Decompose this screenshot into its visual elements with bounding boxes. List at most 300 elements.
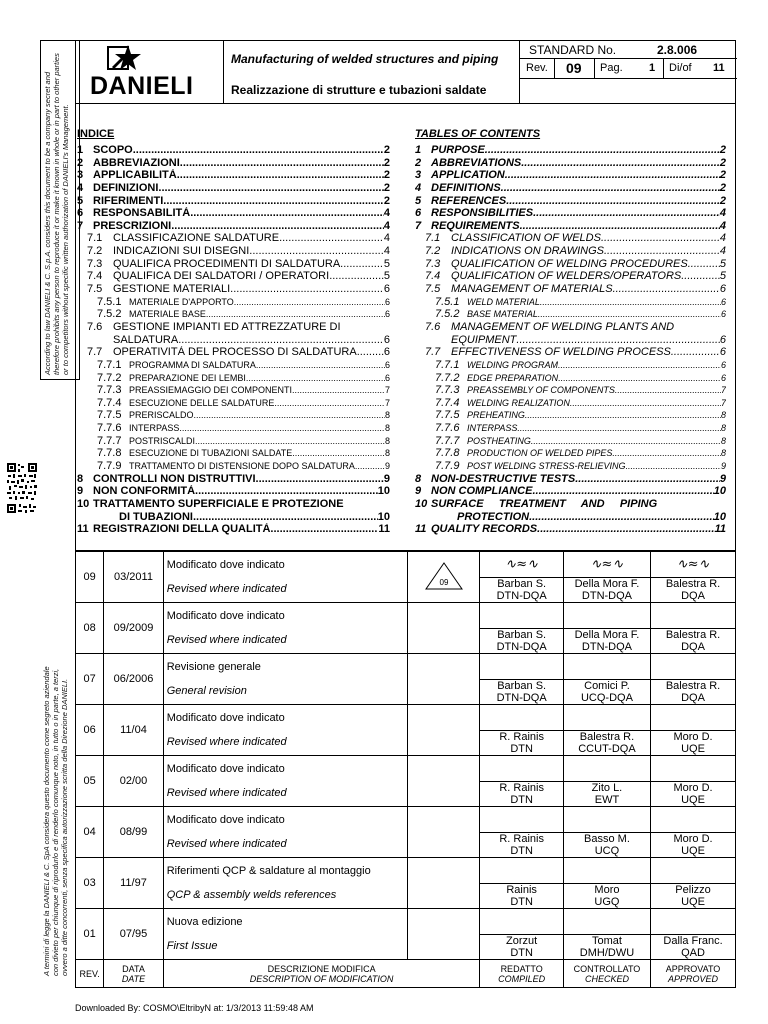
signature-compiled	[480, 756, 563, 782]
toc-leader	[249, 245, 384, 258]
toc-entry-number: 11	[77, 523, 89, 536]
toc-leader	[292, 447, 385, 460]
description-italian: Revisione generale	[166, 661, 261, 673]
toc-entry-page: 6	[719, 346, 726, 359]
toc-entry-page: 2	[383, 194, 390, 207]
toc-entry-title: PRERISCALDO	[129, 410, 194, 421]
toc-entry-page: 2	[383, 181, 390, 194]
rev-value: 09	[566, 60, 582, 76]
toc-leader	[340, 258, 384, 271]
toc-entry	[415, 308, 726, 321]
signature-compiled	[480, 858, 563, 884]
signatory-name: R. Rainis	[499, 731, 544, 743]
toc-entry-title: QUALIFICATION OF WELDERS/OPERATORS	[451, 270, 682, 283]
toc-entry-page: 6	[719, 283, 726, 296]
signatory-checked	[563, 935, 650, 960]
toc-leader	[485, 144, 720, 157]
toc-entry-title: INDICAZIONI SUI DISEGNI	[113, 245, 250, 258]
toc-entry-page: 6	[384, 372, 390, 383]
description-english: Revised where indicated	[166, 838, 287, 850]
toc-leader	[681, 270, 720, 283]
toc-entry	[415, 182, 726, 195]
toc-entry-title: PREPARAZIONE DEI LEMBI	[129, 372, 246, 383]
toc-leader	[133, 144, 384, 157]
revision-description	[163, 807, 407, 858]
toc-entry	[415, 157, 726, 170]
toc-entry-number: 4	[415, 181, 422, 194]
toc-entry	[415, 245, 726, 258]
document-header	[75, 40, 736, 104]
toc-entry-page: 11	[714, 523, 726, 536]
revision-date: 11/04	[104, 705, 163, 756]
toc-entry-number: 1	[415, 144, 422, 156]
toc-entry	[77, 422, 390, 435]
toc-leader	[537, 523, 714, 536]
toc-entry-number: 7.5.1	[97, 295, 122, 308]
revision-date: 11/97	[104, 858, 163, 909]
toc-entry-title: DEFINIZIONI	[93, 181, 159, 194]
toc-leader	[558, 372, 721, 385]
signatory-approved	[651, 680, 736, 705]
signatory-approved	[651, 578, 736, 603]
signatory-name: Moro D.	[673, 782, 713, 794]
signatory-dept: UQE	[681, 743, 705, 755]
logo-wordmark: DANIELI	[90, 72, 194, 100]
signature-compiled	[480, 654, 563, 680]
toc-entry	[77, 511, 390, 524]
toc-entry	[415, 334, 726, 347]
toc-entry	[415, 409, 726, 422]
toc-entry	[77, 296, 390, 309]
toc-entry-title: REFERENCES	[431, 194, 507, 207]
toc-leader	[601, 232, 720, 245]
toc-entry	[77, 308, 390, 321]
footer-checked-it: CONTROLLATO	[573, 963, 641, 974]
revision-description	[163, 756, 407, 807]
revision-description	[163, 603, 407, 654]
toc-entry	[415, 511, 726, 524]
toc-entry-title: POST WELDING STRESS-RELIEVING	[467, 461, 626, 472]
toc-entry-page: 7	[720, 385, 726, 396]
toc-leader	[194, 409, 385, 422]
toc-entry	[77, 169, 390, 182]
toc-entry-number: 8	[77, 472, 84, 485]
toc-leader	[671, 346, 720, 359]
description-italian: Modificato dove indicato	[166, 559, 285, 571]
toc-entry	[77, 435, 390, 448]
toc-entry-page: 2	[719, 144, 726, 156]
toc-entry	[77, 258, 390, 271]
toc-entry-number: 7	[415, 219, 422, 232]
signatory-dept: DTN	[510, 794, 533, 806]
toc-entry-title: GESTIONE IMPIANTI ED ATTREZZATURE DI	[113, 320, 341, 333]
revision-marker	[408, 552, 480, 603]
signature-checked	[563, 756, 650, 782]
toc-entry-page: 6	[719, 333, 726, 346]
toc-entry-title: BASE MATERIAL	[467, 309, 538, 320]
toc-entry-page: 4	[719, 207, 726, 220]
qr-code-icon	[6, 462, 38, 514]
toc-entry-title: POSTHEATING	[467, 435, 531, 446]
toc-leader	[516, 334, 719, 347]
toc-leader	[355, 460, 385, 473]
signatory-compiled	[480, 629, 563, 654]
revision-number: 01	[76, 909, 104, 960]
standard-number: 2.8.006	[657, 43, 698, 57]
toc-leader	[540, 296, 721, 309]
toc-leader	[274, 397, 385, 410]
toc-entry	[415, 372, 726, 385]
footer-date-it: DATA	[122, 963, 145, 974]
toc-entry-title: SALDATURA	[113, 333, 179, 346]
toc-entry-page: 6	[384, 309, 390, 320]
toc-entry	[415, 270, 726, 283]
signatory-name: Zito L.	[591, 782, 623, 794]
signatory-dept: EWT	[594, 794, 620, 806]
footer-approved	[651, 960, 736, 988]
toc-entry-page: 2	[719, 169, 726, 182]
revision-marker	[408, 603, 480, 654]
toc-entry-number: 7.5	[425, 283, 441, 296]
signature-checked	[563, 552, 650, 578]
toc-leader	[256, 359, 385, 372]
footer-date-en: DATE	[121, 973, 146, 984]
toc-entry-number: 3	[415, 169, 422, 182]
revision-description	[163, 909, 407, 960]
revision-row	[76, 705, 736, 731]
toc-leader	[532, 485, 713, 498]
toc-entry-page: 4	[383, 232, 390, 245]
toc-entry-title: PREASSIEMAGGIO DEI COMPONENTI	[129, 385, 293, 396]
toc-entry-title: EDGE PREPARATION	[467, 372, 559, 383]
revision-triangle-icon	[424, 561, 464, 591]
signatory-checked	[563, 629, 650, 654]
toc-leader	[506, 195, 720, 208]
revision-mark-label: 09	[439, 577, 449, 587]
revision-date: 09/2009	[104, 603, 163, 654]
signatory-approved	[651, 884, 736, 909]
page-of-label: Di/of	[669, 62, 692, 74]
toc-entry	[77, 460, 390, 473]
revision-row	[76, 552, 736, 578]
toc-entry	[77, 270, 390, 283]
signature-approved	[651, 603, 736, 629]
toc-leader	[626, 460, 721, 473]
signatory-compiled	[480, 884, 563, 909]
toc-entry-title: NON CONFORMITÀ	[93, 485, 196, 498]
toc-entry-page: 8	[720, 423, 726, 434]
footer-approved-it: APPROVATO	[665, 963, 721, 974]
revision-number: 08	[76, 603, 104, 654]
signatory-checked	[563, 680, 650, 705]
signature-checked	[563, 603, 650, 629]
toc-entry-title: MANAGEMENT OF WELDING PLANTS AND	[451, 320, 675, 333]
toc-entry	[77, 232, 390, 245]
footer-compiled	[480, 960, 563, 988]
toc-entry	[77, 321, 390, 334]
toc-entry-title: PROTECTION	[457, 510, 530, 523]
toc-entry-number: 5	[415, 194, 422, 207]
toc-leader	[517, 422, 721, 435]
toc-entry	[77, 473, 390, 486]
toc-entry-page: 8	[720, 448, 726, 459]
toc-entry-number: 7.2	[87, 245, 103, 258]
toc-entry-page: 9	[720, 461, 726, 472]
revision-row	[76, 858, 736, 884]
toc-leader	[195, 485, 378, 498]
signatory-dept: UGQ	[594, 896, 620, 908]
revision-date: 03/2011	[104, 552, 163, 603]
toc-leader	[178, 334, 384, 347]
toc-entry-page: 8	[720, 435, 726, 446]
toc-entry	[415, 207, 726, 220]
description-italian: Modificato dove indicato	[166, 610, 285, 622]
toc-entry-title: EFFECTIVENESS OF WELDING PROCESS	[451, 346, 671, 359]
toc-entry	[77, 157, 390, 170]
toc-entry-title: POSTRISCALDI	[129, 435, 196, 446]
toc-entry	[415, 422, 726, 435]
toc-entry-number: 7.2	[425, 245, 441, 258]
toc-leader	[158, 182, 383, 195]
footer-compiled-it: REDATTO	[500, 963, 543, 974]
toc-entry-title: QUALITY RECORDS	[431, 523, 538, 536]
toc-entry-title: RESPONSIBILITIES	[431, 207, 534, 220]
toc-entry-title: RESPONSABILITÀ	[93, 207, 191, 220]
toc-entry-number: 8	[415, 472, 422, 485]
toc-entry	[415, 485, 726, 498]
signatory-dept: DQA	[681, 590, 705, 602]
toc-entry-title: SURFACE TREATMENT AND PIPING	[431, 497, 658, 510]
toc-entry-number: 7.7.9	[435, 460, 460, 473]
page-value: 1	[649, 62, 656, 74]
page-label: Pag.	[600, 62, 623, 74]
revision-table	[75, 551, 736, 988]
toc-entry-page: 4	[383, 219, 390, 232]
toc-entry-page: 8	[384, 448, 390, 459]
toc-entry-title: INTERPASS	[129, 423, 180, 434]
toc-entry-number: 7.7.4	[435, 396, 460, 409]
signatory-name: Comici P.	[584, 680, 630, 692]
signatory-dept: UCQ	[594, 845, 620, 857]
signature-compiled	[480, 552, 563, 578]
toc-entry	[415, 346, 726, 359]
toc-entry-page: 2	[719, 194, 726, 207]
toc-entry-title: RIFERIMENTI	[93, 194, 164, 207]
toc-leader	[688, 258, 720, 271]
toc-leader	[193, 511, 378, 524]
toc-entry	[415, 169, 726, 182]
signature-checked	[563, 807, 650, 833]
toc-entry-number: 7.7.7	[435, 434, 460, 447]
toc-entry	[77, 207, 390, 220]
signatory-name: Barban S.	[497, 680, 547, 692]
toc-entry-page: 8	[720, 410, 726, 421]
toc-entry	[77, 220, 390, 233]
signatory-name: Pelizzo	[675, 884, 711, 896]
description-english: General revision	[166, 685, 247, 697]
title-italian: Realizzazione di strutture e tubazioni saldate	[231, 83, 487, 97]
revision-description	[163, 654, 407, 705]
signatory-dept: DTN	[510, 896, 533, 908]
revision-number: 09	[76, 552, 104, 603]
toc-entry	[415, 359, 726, 372]
toc-leader	[521, 157, 720, 170]
toc-entry	[415, 435, 726, 448]
signatory-name: Zorzut	[506, 935, 538, 947]
toc-entry-number: 7.7.4	[97, 396, 122, 409]
toc-italian	[77, 128, 390, 536]
description-italian: Riferimenti QCP & saldature al montaggio	[166, 865, 371, 877]
description-italian: Modificato dove indicato	[166, 712, 285, 724]
signatory-dept: UCQ-DQA	[580, 692, 633, 704]
revision-number: 07	[76, 654, 104, 705]
toc-entry-number: 1	[77, 144, 84, 156]
signatory-name: Barban S.	[497, 578, 547, 590]
toc-entry-number: 7.6	[87, 320, 103, 333]
toc-entry-title: MATERIALE BASE	[129, 309, 206, 320]
toc-entry-page: 4	[719, 232, 726, 245]
signature-scribble-icon: ∿≈∿	[676, 556, 710, 572]
toc-entry-number: 7.7.9	[97, 460, 122, 473]
toc-entry-title: QUALIFICATION OF WELDING PROCEDURES	[451, 257, 688, 270]
toc-entry-number: 7.1	[425, 232, 441, 245]
toc-entry-title: PURPOSE	[431, 144, 485, 156]
toc-entry-page: 6	[383, 346, 390, 359]
toc-entry-title: GESTIONE MATERIALI	[113, 283, 231, 296]
toc-entry-number: 7.3	[87, 257, 103, 270]
revision-description	[163, 552, 407, 603]
signatory-approved	[651, 629, 736, 654]
toc-leader	[195, 435, 385, 448]
toc-leader	[179, 422, 385, 435]
revision-date: 06/2006	[104, 654, 163, 705]
signatory-name: Balestra R.	[665, 680, 721, 692]
standard-label: STANDARD No.	[529, 43, 617, 57]
signatory-name: Moro D.	[673, 833, 713, 845]
toc-leader	[279, 232, 384, 245]
signatory-name: Balestra R.	[579, 731, 635, 743]
description-english: First Issue	[166, 940, 218, 952]
description-italian: Nuova edizione	[166, 916, 243, 928]
toc-leader	[538, 308, 721, 321]
toc-entry-title: OPERATIVITÀ DEL PROCESSO DI SALDATURA	[113, 346, 357, 359]
toc-entry	[415, 460, 726, 473]
signatory-dept: QAD	[681, 947, 705, 959]
signatory-name: R. Rainis	[499, 833, 544, 845]
toc-entry-number: 7.3	[425, 257, 441, 270]
toc-leader	[525, 409, 721, 422]
signatory-compiled	[480, 782, 563, 807]
toc-entry-title: WELD MATERIAL	[467, 296, 540, 307]
signatory-dept: DQA	[681, 641, 705, 653]
revision-marker	[408, 654, 480, 705]
toc-entry-number: 7.7.8	[435, 447, 460, 460]
toc-entry-page: 8	[384, 410, 390, 421]
signatory-checked	[563, 782, 650, 807]
signature-approved	[651, 756, 736, 782]
toc-entry-page: 5	[383, 257, 390, 270]
toc-entry-title: REQUIREMENTS	[431, 219, 520, 232]
toc-entry	[415, 321, 726, 334]
footer-date	[104, 960, 163, 988]
toc-entry-page: 10	[713, 485, 726, 498]
footer-checked-en: CHECKED	[584, 973, 629, 984]
toc-entry	[77, 195, 390, 208]
toc-entry-title: INTERPASS	[467, 423, 518, 434]
toc-entry-number: 7.7.7	[97, 434, 122, 447]
signatory-name: Della Mora F.	[574, 578, 640, 590]
toc-entry	[77, 409, 390, 422]
toc-leader	[533, 207, 720, 220]
toc-entry-title: PRESCRIZIONI	[93, 219, 172, 232]
signature-approved	[651, 654, 736, 680]
toc-entry	[415, 232, 726, 245]
toc-entry	[77, 523, 390, 536]
footer-desc-it: DESCRIZIONE MODIFICA	[267, 963, 376, 974]
toc-entry-number: 6	[77, 207, 84, 220]
signatory-approved	[651, 731, 736, 756]
toc-entry-number: 7.7.8	[97, 447, 122, 460]
toc-entry-title: EQUIPMENT	[451, 333, 517, 346]
signatory-approved	[651, 935, 736, 960]
toc-entry-page: 2	[383, 156, 390, 169]
signature-approved	[651, 552, 736, 578]
signatory-dept: DTN	[510, 947, 533, 959]
revision-row	[76, 603, 736, 629]
standard-info-box	[519, 41, 736, 103]
toc-leader	[575, 473, 720, 486]
toc-leader	[292, 384, 385, 397]
signatory-name: R. Rainis	[499, 782, 544, 794]
toc-entry-number: 7	[77, 219, 84, 232]
toc-leader	[256, 473, 384, 486]
toc-entry-page: 7	[384, 397, 390, 408]
signatory-compiled	[480, 680, 563, 705]
toc-entry-number: 4	[77, 181, 84, 194]
signatory-checked	[563, 731, 650, 756]
toc-entry-page: 2	[719, 156, 726, 169]
signatory-name: Della Mora F.	[574, 629, 640, 641]
toc-heading: TABLES OF CONTENTS	[415, 128, 541, 140]
toc-entry-title: QUALIFICA PROCEDIMENTI DI SALDATURA	[113, 257, 341, 270]
signatory-dept: UQE	[681, 896, 705, 908]
description-english: Revised where indicated	[166, 787, 287, 799]
toc-leader	[613, 283, 720, 296]
toc-entry-title: MANAGEMENT OF MATERIALS	[451, 283, 613, 296]
toc-leader	[357, 346, 384, 359]
signatory-compiled	[480, 731, 563, 756]
signatory-approved	[651, 782, 736, 807]
signature-approved	[651, 858, 736, 884]
toc-entry-number: 2	[77, 156, 84, 169]
footer-checked	[563, 960, 650, 988]
toc-entry-page: 4	[719, 245, 726, 258]
toc-entry-page: 6	[720, 372, 726, 383]
toc-entry-number: 7.5.2	[435, 308, 460, 321]
signature-compiled	[480, 807, 563, 833]
toc-entry	[415, 283, 726, 296]
toc-entry	[415, 144, 726, 157]
toc-entry	[77, 447, 390, 460]
toc-entry	[77, 334, 390, 347]
footer-desc	[163, 960, 480, 988]
signature-approved	[651, 705, 736, 731]
toc-entry-page: 6	[384, 296, 390, 307]
signatory-name: Balestra R.	[665, 629, 721, 641]
page-total: 11	[713, 62, 725, 74]
logo-box	[76, 41, 224, 103]
footer-approved-en: APPROVED	[668, 973, 719, 984]
